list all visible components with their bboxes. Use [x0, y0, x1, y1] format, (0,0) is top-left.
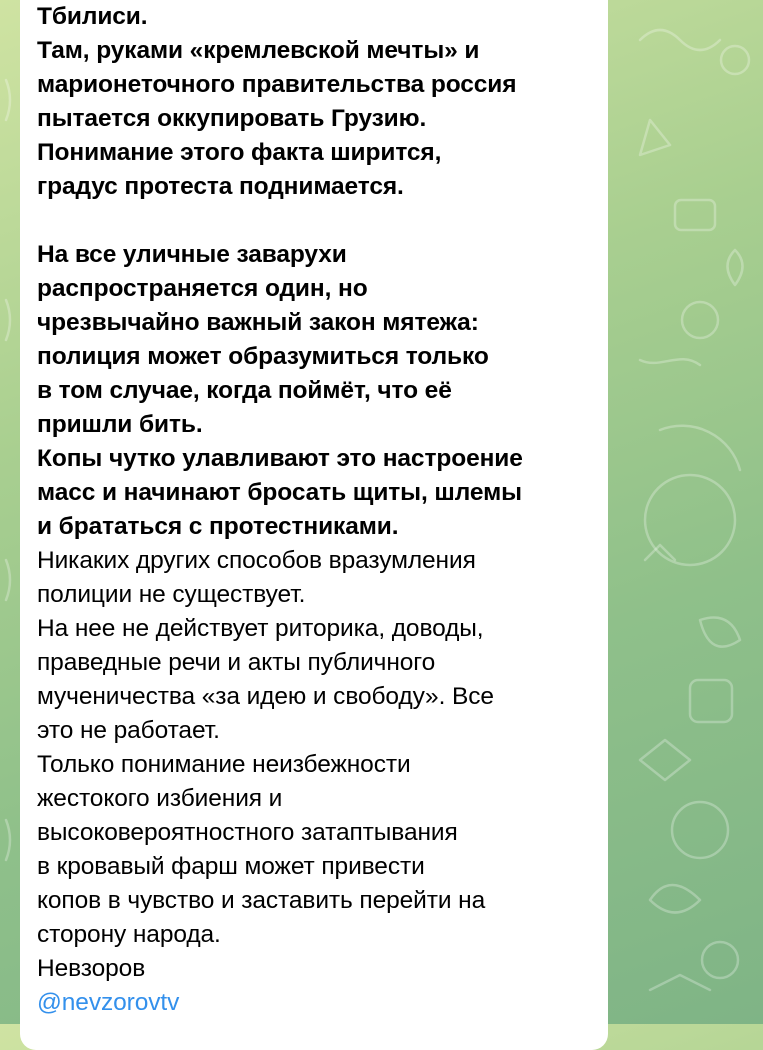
message-line: мученичества «за идею и свободу». Все: [37, 683, 494, 710]
message-line: полиция может образумиться только: [37, 343, 489, 370]
message-line: высоковероятностного затаптывания: [37, 819, 458, 846]
message-line: пытается оккупировать Грузию.: [37, 105, 427, 132]
channel-link[interactable]: @nevzorovtv: [37, 989, 180, 1016]
paragraph-gap: [37, 204, 597, 238]
message-signature: Невзоров: [37, 955, 146, 982]
message-line: чрезвычайно важный закон мятежа:: [37, 309, 479, 336]
message-text: [37, 0, 597, 1020]
message-line: марионеточного правительства россия: [37, 71, 517, 98]
message-line: это не работает.: [37, 717, 220, 744]
message-line: и брататься с протестниками.: [37, 513, 399, 540]
message-line: Никаких других способов вразумления: [37, 547, 476, 574]
message-line: праведные речи и акты публичного: [37, 649, 436, 676]
message-line: Копы чутко улавливают это настроение: [37, 445, 523, 472]
message-line: Там, руками «кремлевской мечты» и: [37, 37, 480, 64]
message-line: масс и начинают бросать щиты, шлемы: [37, 479, 522, 506]
message-line: полиции не существует.: [37, 581, 306, 608]
message-line: распространяется один, но: [37, 275, 368, 302]
message-line: Понимание этого факта ширится,: [37, 139, 442, 166]
message-line: пришли бить.: [37, 411, 203, 438]
message-line: в том случае, когда поймёт, что её: [37, 377, 452, 404]
message-line: сторону народа.: [37, 921, 221, 948]
message-line: На нее не действует риторика, доводы,: [37, 615, 484, 642]
message-line: Тбилиси.: [37, 3, 148, 30]
message-line: Только понимание неизбежности: [37, 751, 411, 778]
message-line: градус протеста поднимается.: [37, 173, 404, 200]
message-line: в кровавый фарш может привести: [37, 853, 425, 880]
message-line: жестокого избиения и: [37, 785, 283, 812]
message-line: На все уличные заварухи: [37, 241, 347, 268]
message-line: копов в чувство и заставить перейти на: [37, 887, 486, 914]
